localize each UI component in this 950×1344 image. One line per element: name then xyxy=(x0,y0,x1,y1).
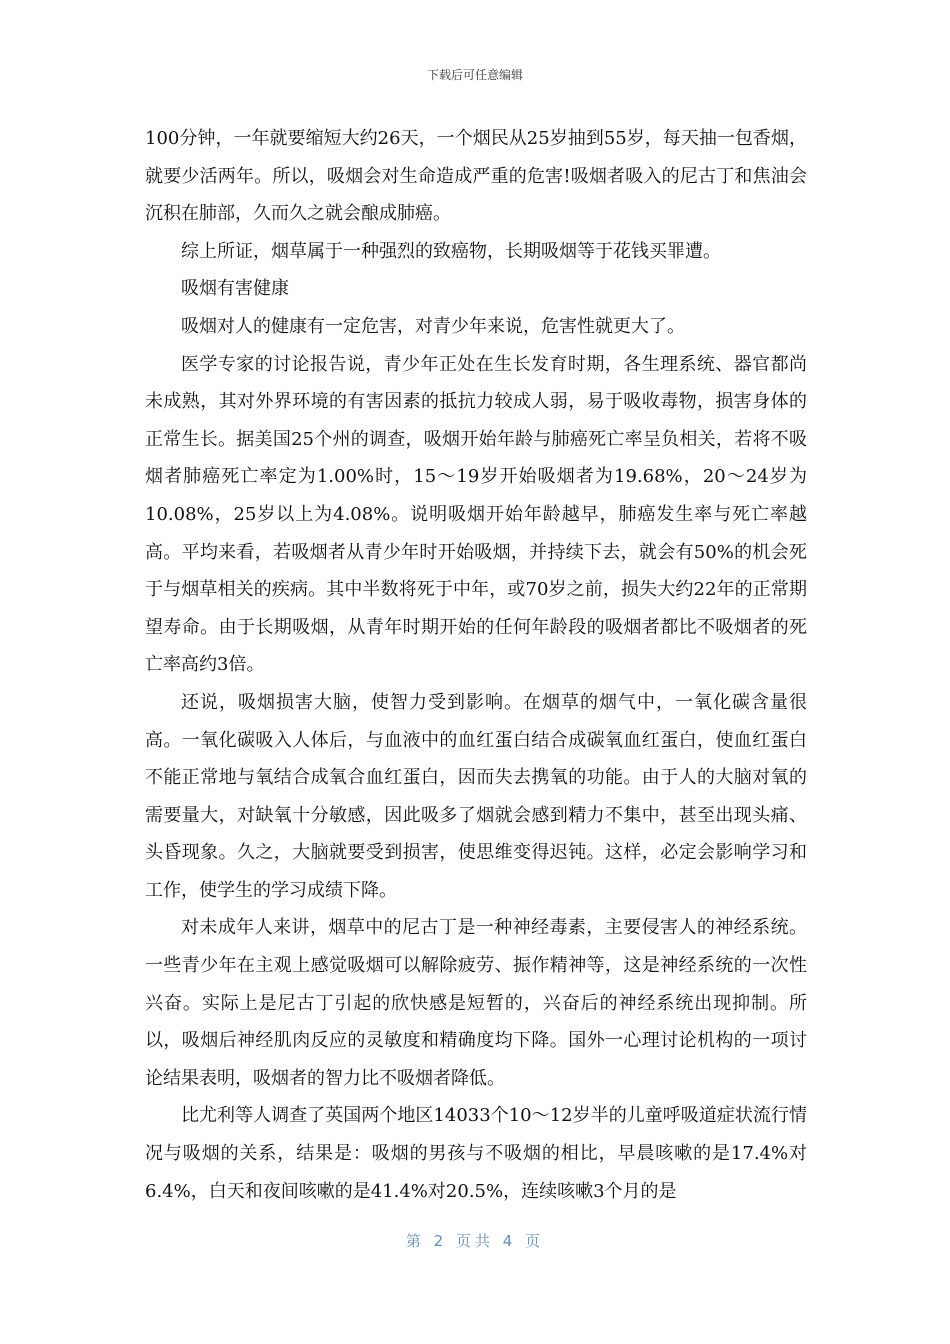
paragraph-5: 还说，吸烟损害大脑，使智力受到影响。在烟草的烟气中，一氧化碳含量很高。一氧化碳吸入人体后，与血液中的血红蛋白结合成碳氧血红蛋白，使血红蛋白不能正常地与氧结合成氧合血红蛋白，因而失去携氧的功能。由于人的大脑对氧的需要量大，对缺氧十分敏感，因此吸多了烟就会感到精力不集中，甚至出现头痛、头昏现象。久之，大脑就要受到损害，使思维变得迟钝。这样，必定会影响学习和工作，使学生的学习成绩下降。 xyxy=(145,691,807,901)
document-body xyxy=(145,120,807,1210)
paragraph-1: 100分钟，一年就要缩短大约26天，一个烟民从25岁抽到55岁，每天抽一包香烟，就要少活两年。所以，吸烟会对生命造成严重的危害!吸烟者吸入的尼古丁和焦油会沉积在肺部，久而久之就会酿成肺癌。 xyxy=(145,128,807,225)
paragraph-2: 综上所证，烟草属于一种强烈的致癌物，长期吸烟等于花钱买罪遭。 xyxy=(181,240,721,262)
paragraph-6: 对未成年人来讲，烟草中的尼古丁是一种神经毒素，主要侵害人的神经系统。一些青少年在主观上感觉吸烟可以解除疲劳、振作精神等，这是神经系统的一次性兴奋。实际上是尼古丁引起的欣快感是短暂的，兴奋后的神经系统出现抑制。所以，吸烟后神经肌肉反应的灵敏度和精确度均下降。国外一心理讨论机构的一项讨论结果表明，吸烟者的智力比不吸烟者降低。 xyxy=(145,917,807,1089)
paragraph-7: 比尤利等人调查了英国两个地区14033个10～12岁半的儿童呼吸道症状流行情况与吸烟的关系，结果是：吸烟的男孩与不吸烟的相比，早晨咳嗽的是17.4%对6.4%，白天和夜间咳嗽的是41.4%对20.5%，连续咳嗽3个月的是 xyxy=(145,1105,807,1202)
paragraph-3: 吸烟对人的健康有一定危害，对青少年来说，危害性就更大了。 xyxy=(181,315,685,337)
page-footer: 第 2 页共 4 页 xyxy=(405,1232,545,1250)
paragraph-4: 医学专家的讨论报告说，青少年正处在生长发育时期，各生理系统、器官都尚未成熟，其对外界环境的有害因素的抵抗力较成人弱，易于吸收毒物，损害身体的正常生长。据美国25个州的调查，吸烟开始年龄与肺癌死亡率呈负相关，若将不吸烟者肺癌死亡率定为1.00%时，15～19岁开始吸烟者为19.68%，20～24岁为10.08%，25岁以上为4.08%。说明吸烟开始年龄越早，肺癌发生率与死亡率越高。平均来看，若吸烟者从青少年时开始吸烟，并持续下去，就会有50%的机会死于与烟草相关的疾病。其中半数将死于中年，或70岁之前，损失大约22年的正常期望寿命。由于长期吸烟，从青年时期开始的任何年龄段的吸烟者都比不吸烟者的死亡率高约3倍。 xyxy=(145,353,807,676)
section-heading: 吸烟有害健康 xyxy=(181,278,289,300)
page-header: 下载后可任意编辑 xyxy=(426,68,523,82)
